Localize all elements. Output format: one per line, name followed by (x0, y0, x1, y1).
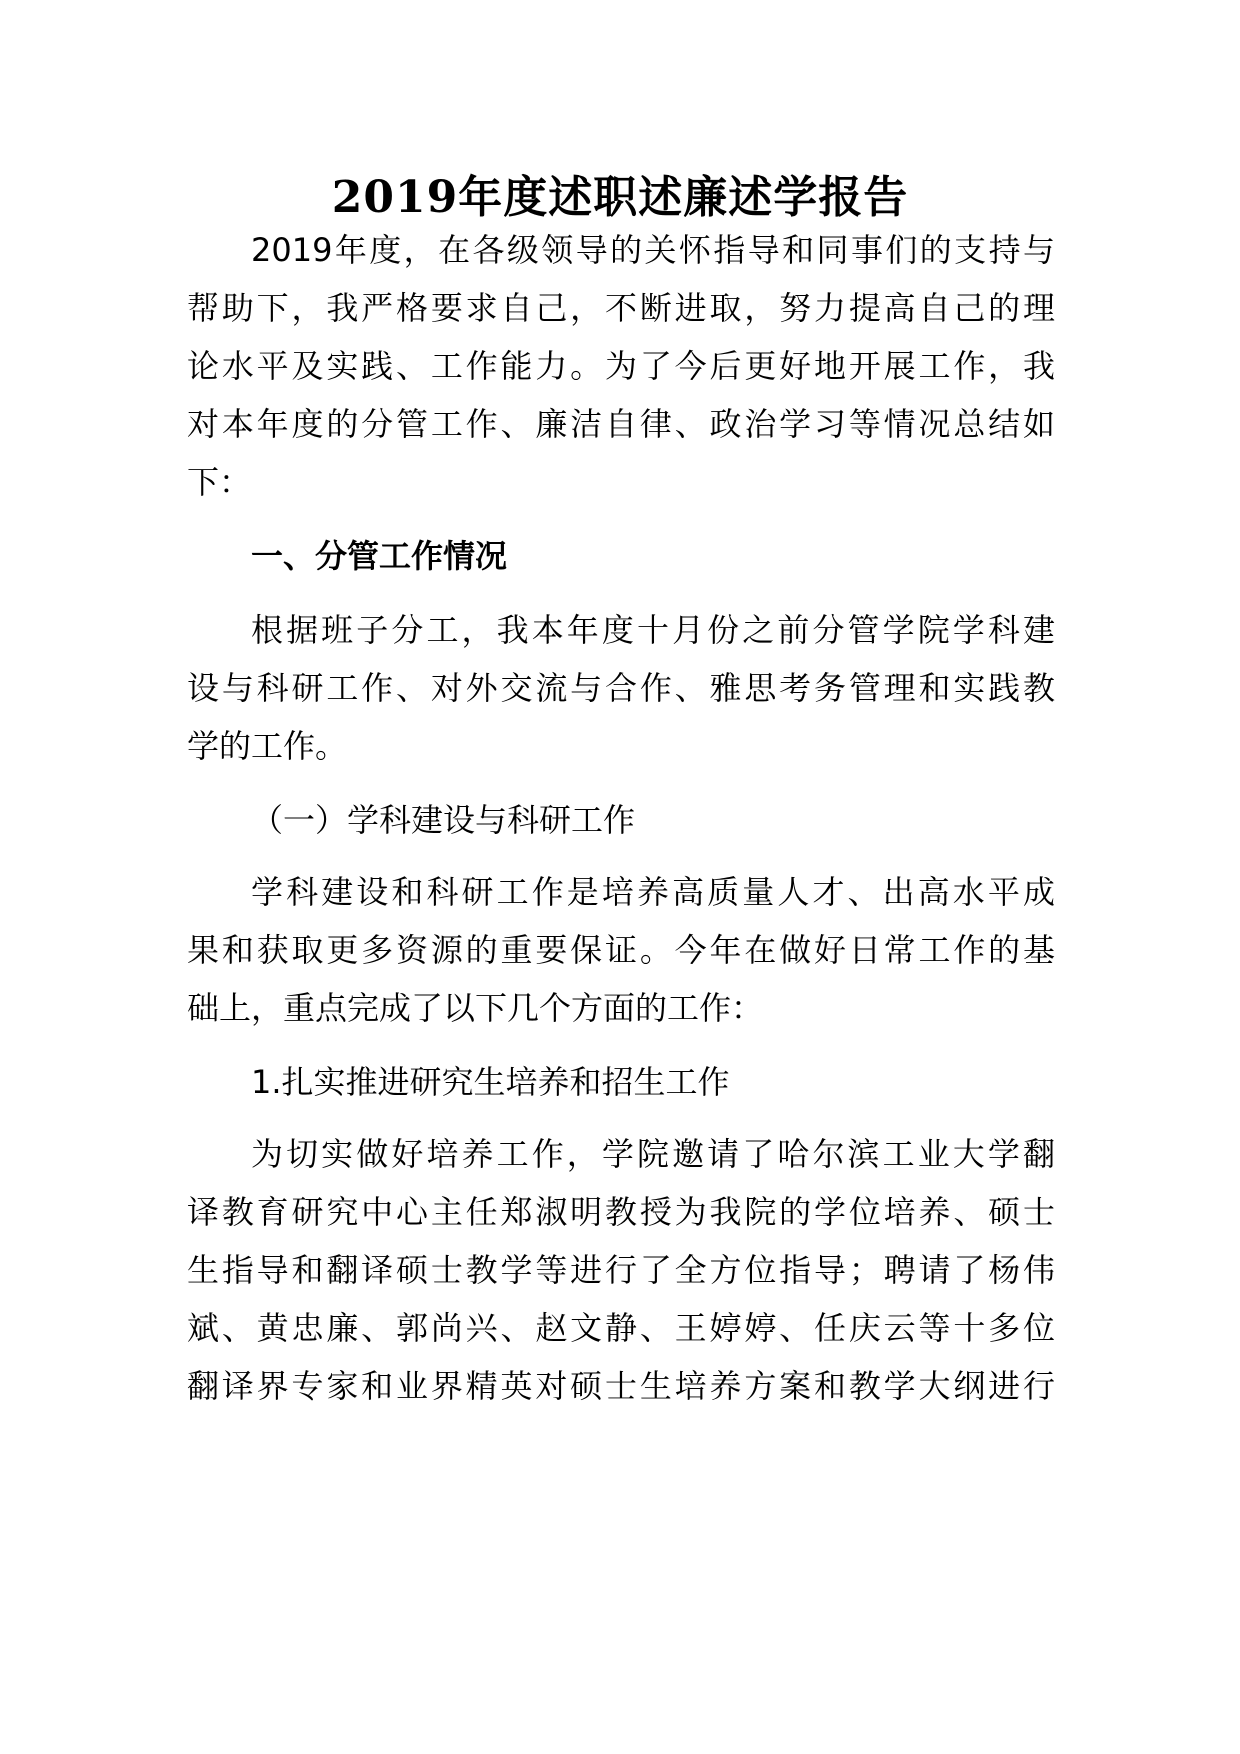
paragraph-line: 斌、黄忠廉、郭尚兴、赵文静、王婷婷、任庆云等十多位 (187, 1309, 1055, 1347)
subsection-heading: （一）学科建设与科研工作 (251, 801, 636, 839)
item-heading: 1.扎实推进研究生培养和招生工作 (251, 1063, 730, 1101)
paragraph-line: 对本年度的分管工作、廉洁自律、政治学习等情况总结如 (187, 405, 1055, 443)
paragraph-line: 根据班子分工，我本年度十月份之前分管学院学科建 (251, 611, 1055, 649)
section-heading: 一、分管工作情况 (251, 537, 508, 575)
paragraph-line: 帮助下，我严格要求自己，不断进取，努力提高自己的理 (187, 289, 1055, 327)
paragraph-line: 生指导和翻译硕士教学等进行了全方位指导；聘请了杨伟 (187, 1251, 1055, 1289)
paragraph-line: 果和获取更多资源的重要保证。今年在做好日常工作的基 (187, 931, 1055, 969)
paragraph-line: 译教育研究中心主任郑淑明教授为我院的学位培养、硕士 (187, 1193, 1055, 1231)
paragraph-line: 学科建设和科研工作是培养高质量人才、出高水平成 (251, 873, 1055, 911)
paragraph-line: 2019年度，在各级领导的关怀指导和同事们的支持与 (251, 231, 1055, 269)
paragraph-line: 论水平及实践、工作能力。为了今后更好地开展工作，我 (187, 347, 1055, 385)
paragraph-line: 翻译界专家和业界精英对硕士生培养方案和教学大纲进行 (187, 1367, 1055, 1405)
paragraph-line: 为切实做好培养工作，学院邀请了哈尔滨工业大学翻 (251, 1135, 1055, 1173)
paragraph-line: 下： (187, 463, 252, 501)
paragraph-line: 设与科研工作、对外交流与合作、雅思考务管理和实践教 (187, 669, 1055, 707)
paragraph-line: 础上，重点完成了以下几个方面的工作： (187, 989, 764, 1027)
document-title: 2019年度述职述廉述学报告 (331, 172, 909, 223)
paragraph-line: 学的工作。 (187, 727, 348, 765)
